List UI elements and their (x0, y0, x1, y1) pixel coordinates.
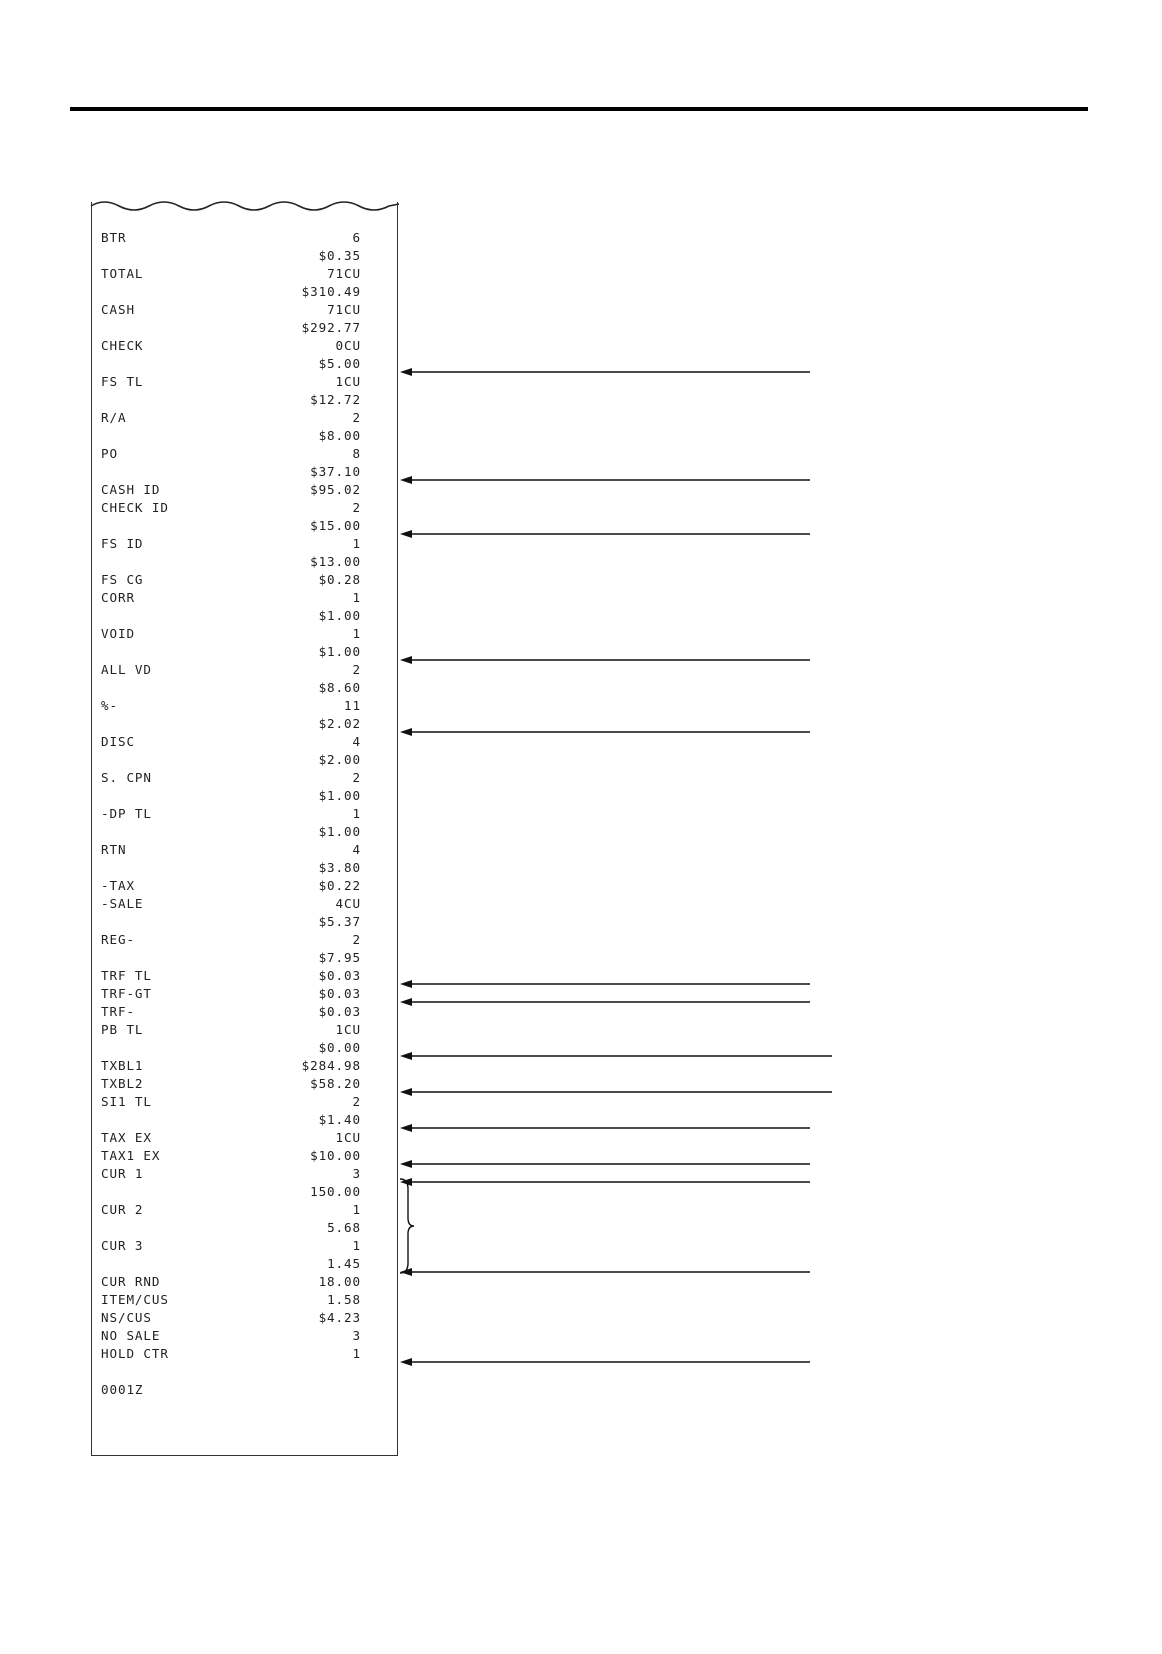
receipt-line-label: CUR 2 (101, 1202, 144, 1217)
receipt-line-value: 1CU (335, 1022, 361, 1037)
receipt-line-value: $310.49 (301, 284, 361, 299)
receipt-line-value: 1CU (335, 1130, 361, 1145)
receipt-line-value: $58.20 (310, 1076, 361, 1091)
receipt-line-label: FS ID (101, 536, 144, 551)
callout-arrow (400, 656, 810, 664)
receipt-line-value: 4CU (335, 896, 361, 911)
receipt-line-label: CUR RND (101, 1274, 161, 1289)
receipt-line-value: $95.02 (310, 482, 361, 497)
receipt-line-label: CHECK ID (101, 500, 169, 515)
receipt-line-value: $284.98 (301, 1058, 361, 1073)
receipt-line-label: NO SALE (101, 1328, 161, 1343)
receipt-line-value: $8.00 (318, 428, 361, 443)
receipt-line-value: 2 (352, 1094, 361, 1109)
receipt-line-value: 71CU (327, 266, 361, 281)
receipt-line-label: BTR (101, 230, 127, 245)
currency-group-brace (400, 1179, 414, 1273)
receipt-line-value: 2 (352, 662, 361, 677)
receipt-line-label: S. CPN (101, 770, 152, 785)
receipt-line-label: FS CG (101, 572, 144, 587)
receipt-line-value: $1.40 (318, 1112, 361, 1127)
receipt-line-value: $0.28 (318, 572, 361, 587)
receipt-line-value: $10.00 (310, 1148, 361, 1163)
receipt-line-label: SI1 TL (101, 1094, 152, 1109)
receipt-line-value: 71CU (327, 302, 361, 317)
receipt-line-label: VOID (101, 626, 135, 641)
callout-arrow (400, 476, 810, 484)
receipt-line-value: 3 (352, 1328, 361, 1343)
receipt-line-value: 2 (352, 932, 361, 947)
receipt-line-value: 1.45 (327, 1256, 361, 1271)
receipt-line-value: $0.00 (318, 1040, 361, 1055)
receipt-line-label: CASH ID (101, 482, 161, 497)
receipt-line-value: $5.00 (318, 356, 361, 371)
receipt-line-label: ITEM/CUS (101, 1292, 169, 1307)
receipt-line-label: CORR (101, 590, 135, 605)
receipt-line-value: $12.72 (310, 392, 361, 407)
receipt-line-label: -TAX (101, 878, 135, 893)
receipt-line-value: 8 (352, 446, 361, 461)
receipt-line-value: $2.02 (318, 716, 361, 731)
callout-arrow (400, 980, 810, 988)
receipt-line-value: 18.00 (318, 1274, 361, 1289)
receipt-line-value: $0.35 (318, 248, 361, 263)
receipt-line-value: $4.23 (318, 1310, 361, 1325)
receipt-line-value: $1.00 (318, 644, 361, 659)
receipt-line-label: TAX EX (101, 1130, 152, 1145)
receipt-line-value: $3.80 (318, 860, 361, 875)
callout-arrow (400, 728, 810, 736)
receipt-line-value: 4 (352, 842, 361, 857)
receipt-line-label: TXBL1 (101, 1058, 144, 1073)
callout-arrow (400, 1178, 810, 1186)
callout-arrow (400, 530, 810, 538)
receipt-line-value: 1 (352, 590, 361, 605)
receipt-line-label: CASH (101, 302, 135, 317)
receipt-line-value: 2 (352, 500, 361, 515)
receipt-line-value: 1 (352, 1202, 361, 1217)
receipt-line-value: $8.60 (318, 680, 361, 695)
receipt-line-label: DISC (101, 734, 135, 749)
receipt-line-value: 2 (352, 770, 361, 785)
receipt-line-value: $0.22 (318, 878, 361, 893)
callout-arrow (400, 1052, 832, 1060)
receipt-line-label: PO (101, 446, 118, 461)
callout-arrow (400, 368, 810, 376)
receipt-line-value: $1.00 (318, 824, 361, 839)
receipt-line-value: 1 (352, 1346, 361, 1361)
receipt-line-value: $2.00 (318, 752, 361, 767)
receipt-line-label: ALL VD (101, 662, 152, 677)
receipt-line-value: 1 (352, 806, 361, 821)
receipt-line-label: TOTAL (101, 266, 144, 281)
receipt-line-label: PB TL (101, 1022, 144, 1037)
receipt-line-value: $1.00 (318, 788, 361, 803)
callout-arrow (400, 998, 810, 1006)
receipt-line-value: $15.00 (310, 518, 361, 533)
receipt-line-value: 4 (352, 734, 361, 749)
receipt-line-label: TRF-GT (101, 986, 152, 1001)
receipt-line-label: TRF TL (101, 968, 152, 983)
receipt-line-label: %- (101, 698, 118, 713)
callout-arrow (400, 1124, 810, 1132)
receipt-line-value: 11 (344, 698, 361, 713)
receipt-line-value: 0CU (335, 338, 361, 353)
receipt-line-value: $1.00 (318, 608, 361, 623)
receipt-line-label: NS/CUS (101, 1310, 152, 1325)
receipt-line-label: CUR 3 (101, 1238, 144, 1253)
receipt-line-value: 6 (352, 230, 361, 245)
receipt-line-label: REG- (101, 932, 135, 947)
callout-arrow (400, 1160, 810, 1168)
receipt-line-value: 1.58 (327, 1292, 361, 1307)
callout-arrow (400, 1358, 810, 1366)
receipt-line-value: 3 (352, 1166, 361, 1181)
receipt-line-label: RTN (101, 842, 127, 857)
receipt-line-label: R/A (101, 410, 127, 425)
receipt-line-label: 0001Z (101, 1382, 144, 1397)
receipt-line-label: CHECK (101, 338, 144, 353)
receipt-line-label: TXBL2 (101, 1076, 144, 1091)
receipt-line-label: TRF- (101, 1004, 135, 1019)
receipt-line-value: 1 (352, 1238, 361, 1253)
receipt-line-value: $5.37 (318, 914, 361, 929)
receipt-line-label: -DP TL (101, 806, 152, 821)
receipt-line-value: 1CU (335, 374, 361, 389)
receipt-line-label: TAX1 EX (101, 1148, 161, 1163)
receipt-line-value: $0.03 (318, 1004, 361, 1019)
receipt-line-value: $0.03 (318, 968, 361, 983)
callout-arrow (400, 1088, 832, 1096)
receipt-line-label: CUR 1 (101, 1166, 144, 1181)
receipt-line-label: -SALE (101, 896, 144, 911)
receipt-line-value: 1 (352, 626, 361, 641)
receipt-line-value: $37.10 (310, 464, 361, 479)
callout-arrow (400, 1268, 810, 1276)
receipt-line-value: 5.68 (327, 1220, 361, 1235)
receipt-line-label: HOLD CTR (101, 1346, 169, 1361)
receipt-line-value: 1 (352, 536, 361, 551)
receipt-line-value: 2 (352, 410, 361, 425)
receipt-line-value: $0.03 (318, 986, 361, 1001)
receipt-line-value: $292.77 (301, 320, 361, 335)
receipt-line-value: $7.95 (318, 950, 361, 965)
receipt-line-value: 150.00 (310, 1184, 361, 1199)
receipt-line-label: FS TL (101, 374, 144, 389)
receipt-line-value: $13.00 (310, 554, 361, 569)
